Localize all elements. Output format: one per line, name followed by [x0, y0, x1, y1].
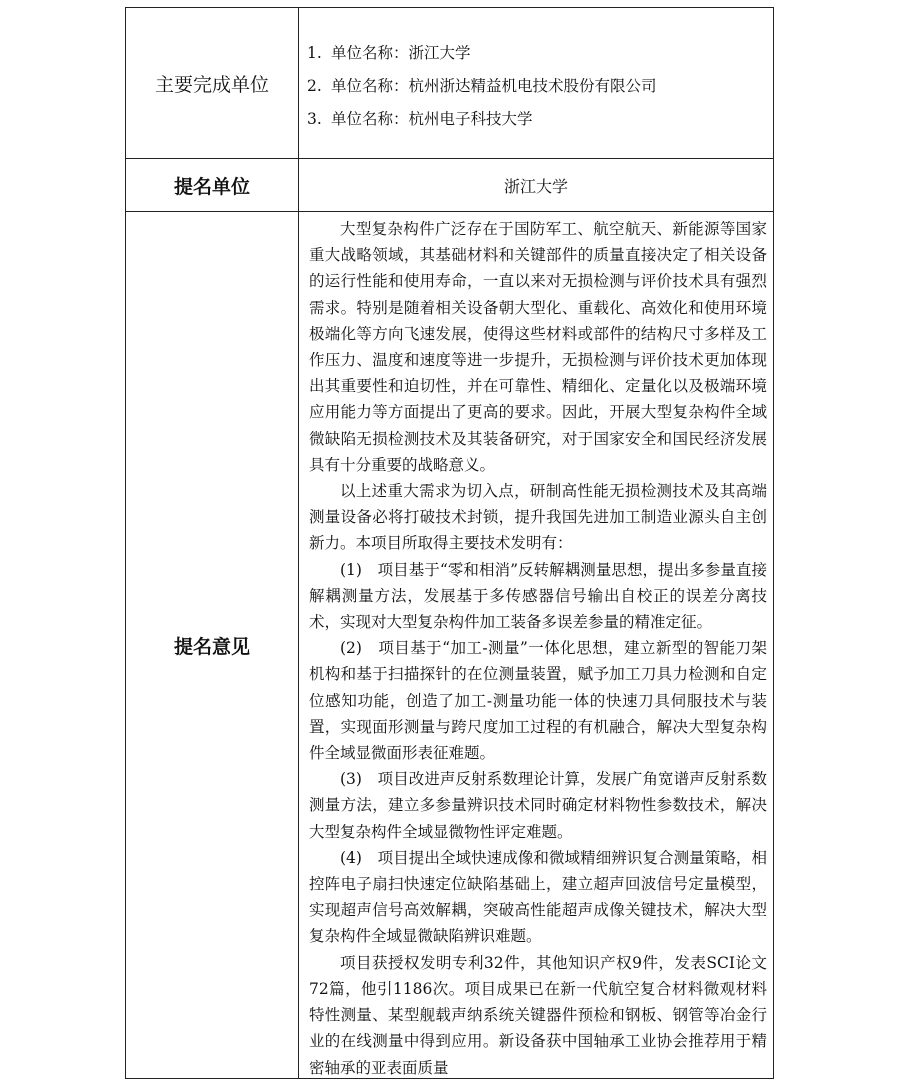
- unit-item: 3. 单位名称：杭州电子科技大学: [307, 109, 533, 128]
- opinion-row: [126, 212, 774, 1079]
- opinion-label: 提名意见: [126, 212, 299, 1079]
- opinion-paragraph: (4) 项目提出全域快速成像和微域精细辨识复合测量策略，相控阵电子扇扫快速定位缺陷基础上，建立超声回波信号定量模型，实现超声信号高效解耦，突破高性能超声成像关键技术，解决大型复杂构件全域显微缺陷辨识难题。: [309, 848, 767, 946]
- main-units-cell: [299, 8, 774, 159]
- opinion-paragraph: 以上述重大需求为切入点，研制高性能无损检测技术及其高端测量设备必将打破技术封锁，提升我国先进加工制造业源头自主创新力。本项目所取得主要技术发明有：: [309, 482, 767, 553]
- main-units-label: 主要完成单位: [126, 8, 299, 159]
- nominator-row: [126, 159, 774, 212]
- unit-item: 2. 单位名称：杭州浙达精益机电技术股份有限公司: [307, 76, 657, 95]
- opinion-paragraph: (3) 项目改进声反射系数理论计算，发展广角宽谱声反射系数测量方法，建立多参量辨识技术同时确定材料物性参数技术，解决大型复杂构件全域显微物性评定难题。: [309, 770, 767, 841]
- opinion-paragraph: (2) 项目基于“加工-测量”一体化思想，建立新型的智能刀架机构和基于扫描探针的在位测量装置，赋予加工刀具力检测和自定位感知功能，创造了加工-测量功能一体的快速刀具伺服技术与装置，实现面形测量与跨尺度加工过程的有机融合，解决大型复杂构件全域显微面形表征难题。: [309, 639, 767, 763]
- main-units-row: [126, 8, 774, 159]
- opinion-cell: [299, 212, 774, 1079]
- opinion-paragraph: 项目获授权发明专利32件，其他知识产权9件，发表SCI论文72篇，他引1186次。项目成果已在新一代航空复合材料微观材料特性测量、某型舰载声纳系统关键器件预检和钢板、钢管等冶金行业的在线测量中得到应用。新设备获中国轴承工业协会推荐用于精密轴承的亚表面质量: [309, 953, 767, 1077]
- nominator-label: 提名单位: [126, 159, 299, 212]
- opinion-paragraph: 大型复杂构件广泛存在于国防军工、航空航天、新能源等国家重大战略领域，其基础材料和关键部件的质量直接决定了相关设备的运行性能和使用寿命，一直以来对无损检测与评价技术具有强烈需求。特别是随着相关设备朝大型化、重载化、高效化和使用环境极端化等方向飞速发展，使得这些材料或部件的结构尺寸多样及工作压力、温度和速度等进一步提升，无损检测与评价技术更加体现出其重要性和迫切性，并在可靠性、精细化、定量化以及极端环境应用能力等方面提出了更高的要求。因此，开展大型复杂构件全域微缺陷无损检测技术及其装备研究，对于国家安全和国民经济发展具有十分重要的战略意义。: [309, 220, 767, 474]
- unit-item: 1. 单位名称：浙江大学: [307, 43, 471, 62]
- opinion-paragraph: (1) 项目基于“零和相消”反转解耦测量思想，提出多参量直接解耦测量方法，发展基于多传感器信号输出自校正的误差分离技术，实现对大型复杂构件加工装备多误差参量的精准定征。: [309, 560, 767, 632]
- nomination-form-table: [125, 7, 774, 1079]
- unit-list: [299, 11, 773, 156]
- nominator-value: 浙江大学: [299, 159, 774, 212]
- opinion-body: [299, 212, 773, 1078]
